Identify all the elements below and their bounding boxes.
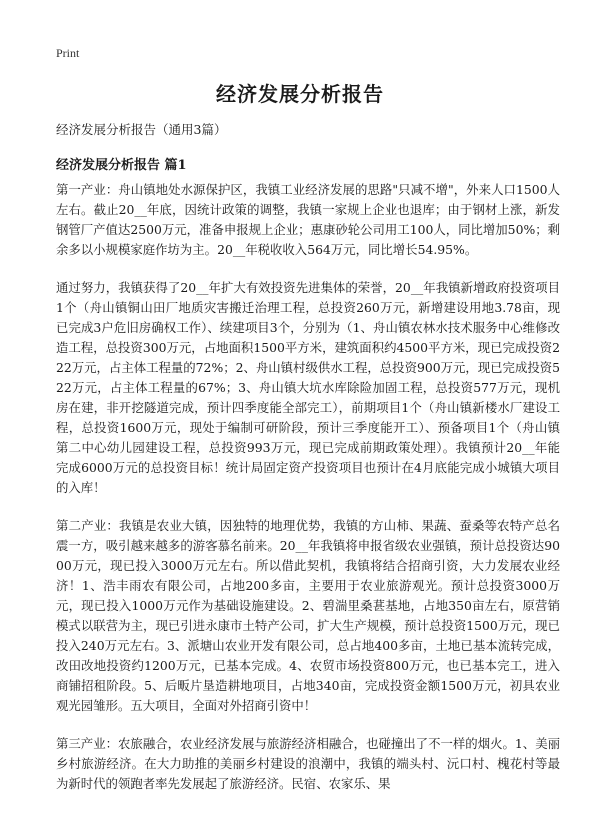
- paragraph-tertiary-industry: 第三产业：农旅融合，农业经济发展与旅游经济相融合，也碰撞出了不一样的烟火。1、美丽乡村旅游经济。在大力助推的美丽乡村建设的浪潮中，我镇的端头村、沅口村、槐花村等最为新时代的领跑者率先发展起了旅游经济。民宿、农家乐、果: [56, 736, 560, 791]
- document-title: 经济发展分析报告: [216, 82, 384, 106]
- document-body: [56, 180, 560, 812]
- section-heading: 经济发展分析报告 篇1: [56, 158, 187, 173]
- document-subtitle: 经济发展分析报告（通用3篇）: [56, 122, 227, 137]
- paragraph-primary-industry: 第一产业：舟山镇地处水源保护区，我镇工业经济发展的思路"只减不增"，外来人口1500人左右。截止20__年底，因统计政策的调整，我镇一家规上企业也退库；由于钢材上涨，新发钢管厂产值达2500万元，准备申报规上企业；惠康砂轮公司用工100人，同比增加50%；剩余多以小规模家庭作坊为主。20__年税收收入564万元，同比增长54.95%。: [56, 182, 561, 257]
- print-label[interactable]: Print: [56, 46, 80, 60]
- paragraph-investment-projects: 通过努力，我镇获得了20__年扩大有效投资先进集体的荣誉，20__年我镇新增政府投资项目1个（舟山镇铜山田厂地质灾害搬迁治理工程，总投资260万元，新增建设用地3.78亩，现已完成3户危旧房确权工作）、续建项目3个，分别为（1、舟山镇农林水技术服务中心维修改造工程，总投资300万元，占地面积1500平方米，建筑面积约4500平方米，现已完成投资222万元，占主体工程量的72%；2、舟山镇村级供水工程，总投资900万元，现已完成投资522万元，占主体工程量的67%；3、舟山镇大坑水库除险加固工程，总投资577万元，现机房在建，非开挖隧道完成，预计四季度能全部完工），前期项目1个（舟山镇新楼水厂建设工程，总投资1600万元，现处于编制可研阶段，预计三季度能开工）、预备项目1个（舟山镇第二中心幼儿园建设工程，总投资993万元，现已完成前期政策处理）。我镇预计20__年能完成6000万元的总投资目标！统计局固定资产投资项目也预计在4月底能完成小城镇大项目的入库！: [56, 280, 561, 495]
- paragraph-secondary-industry: 第二产业：我镇是农业大镇，因独特的地理优势，我镇的方山柿、果蔬、蚕桑等农特产总名震一方，吸引越来越多的游客慕名前来。20__年我镇将申报省级农业强镇，预计总投资达9000万元，现已投入3000万元左右。所以借此契机，我镇将结合招商引资，大力发展农业经济！1、浩丰雨农有限公司，占地200多亩，主要用于农业旅游观光。预计总投资3000万元，现已投入1000万元作为基础设施建设。2、碧湍里桑葚基地，占地350亩左右，原营销模式以联营为主，现已引进永康市土特产公司，扩大生产规模，预计总投资1500万元，现已投入240万元左右。3、派塘山农业开发有限公司，总占地400多亩，土地已基本流转完成，改田改地投资约1200万元，已基本完成。4、农贸市场投资800万元，也已基本完工，进入商铺招租阶段。5、后畈片垦造耕地项目，占地340亩，完成投资金额1500万元，初具农业观光园雏形。五大项目，全面对外招商引资中！: [56, 518, 560, 713]
